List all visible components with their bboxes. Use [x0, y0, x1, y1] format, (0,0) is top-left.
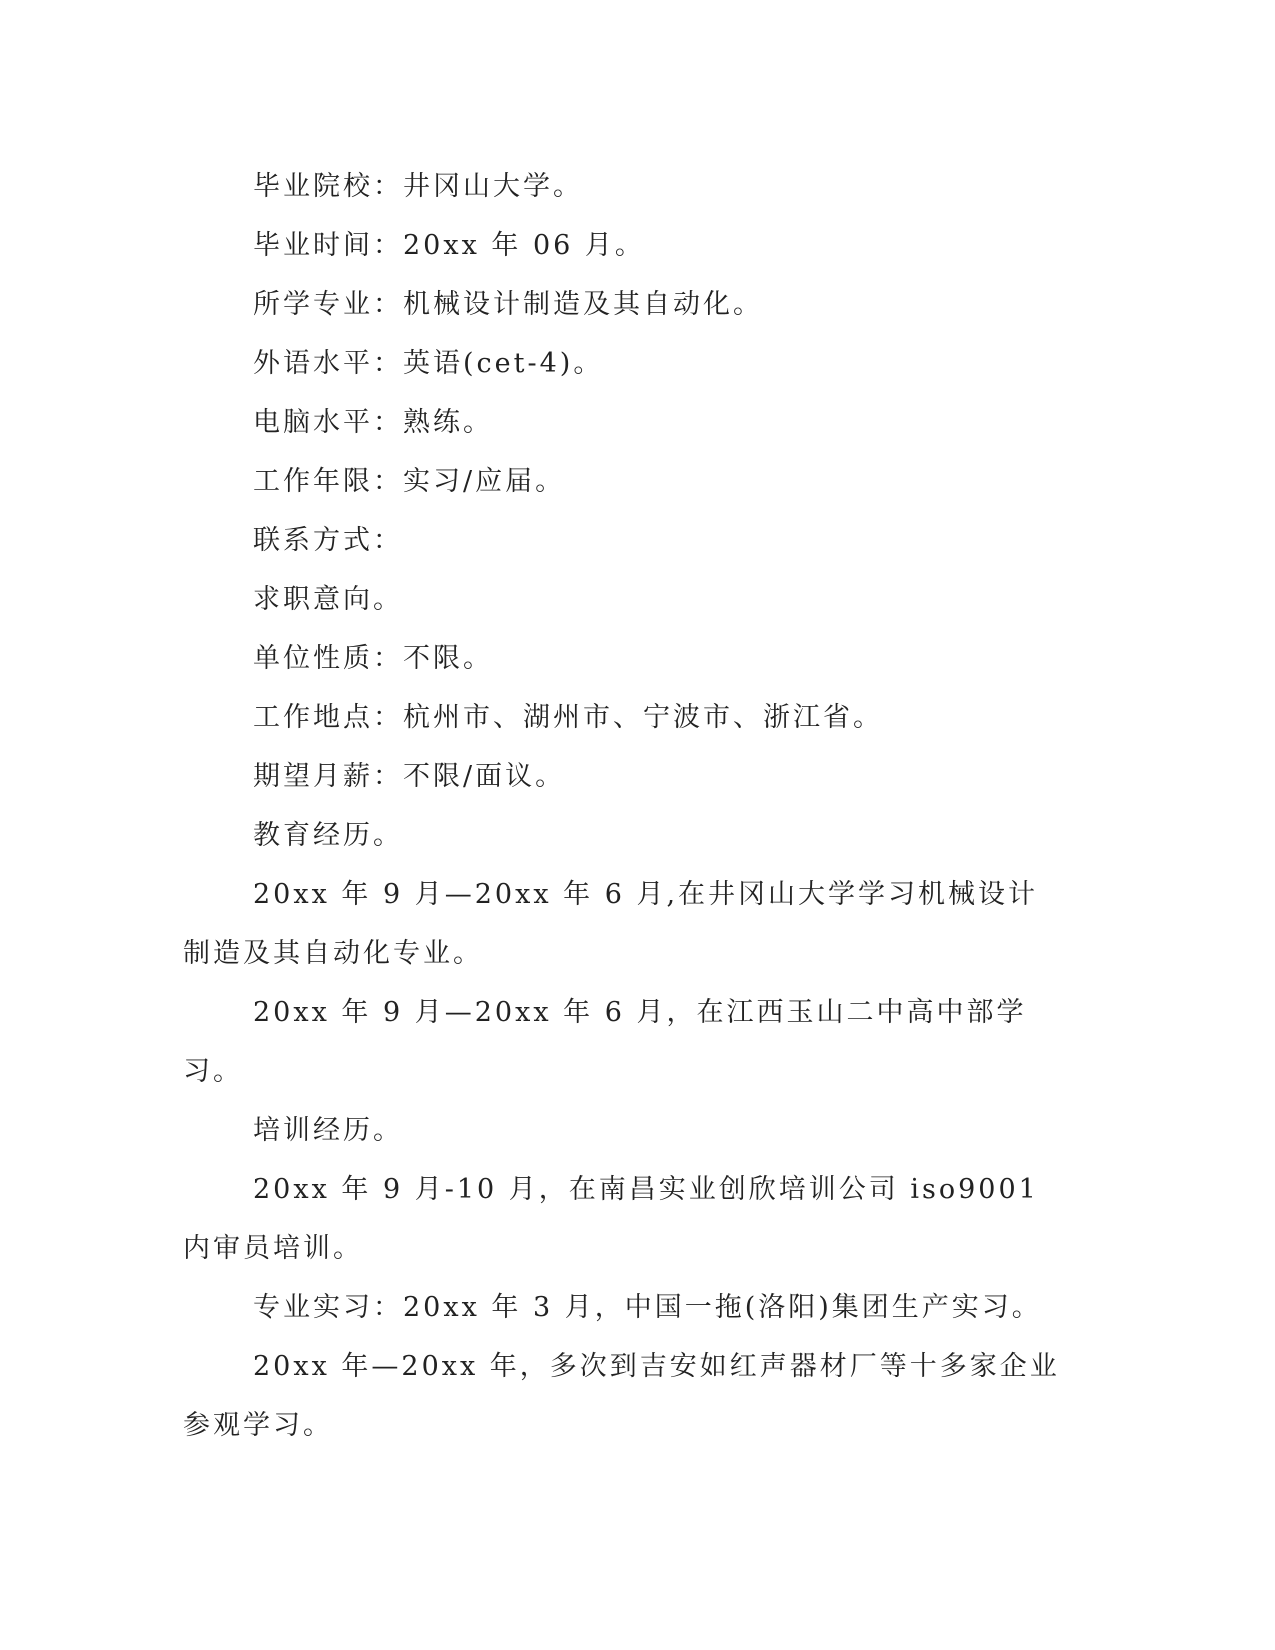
heading-training: 培训经历。 — [253, 1115, 403, 1146]
paragraph-work-years: 工作年限：实习/应届。 — [253, 466, 566, 497]
paragraph-expected-salary: 期望月薪：不限/面议。 — [253, 761, 566, 792]
document-body — [183, 157, 1063, 1455]
paragraph-computer-skill: 电脑水平：熟练。 — [253, 407, 493, 438]
paragraph-company-visits: 20xx 年—20xx 年，多次到吉安如红声器材厂等十多家企业参观学习。 — [183, 1351, 1060, 1441]
paragraph-education-university: 20xx 年 9 月—20xx 年 6 月,在井冈山大学学习机械设计制造及其自动化专业。 — [183, 879, 1039, 969]
paragraph-foreign-language: 外语水平：英语(cet-4)。 — [253, 348, 604, 379]
paragraph-education-highschool: 20xx 年 9 月—20xx 年 6 月，在江西玉山二中高中部学习。 — [183, 997, 1027, 1087]
paragraph-major: 所学专业：机械设计制造及其自动化。 — [253, 289, 763, 320]
paragraph-graduated-school: 毕业院校：井冈山大学。 — [253, 171, 583, 202]
heading-job-intention: 求职意向。 — [253, 584, 403, 615]
paragraph-training-iso: 20xx 年 9 月-10 月，在南昌实业创欣培训公司 iso9001 内审员培训。 — [183, 1174, 1039, 1264]
paragraph-graduation-time: 毕业时间：20xx 年 06 月。 — [253, 230, 645, 261]
heading-education: 教育经历。 — [253, 820, 403, 851]
paragraph-work-location: 工作地点：杭州市、湖州市、宁波市、浙江省。 — [253, 702, 883, 733]
paragraph-internship: 专业实习：20xx 年 3 月，中国一拖(洛阳)集团生产实习。 — [253, 1292, 1042, 1323]
paragraph-contact: 联系方式： — [253, 525, 403, 556]
paragraph-company-type: 单位性质：不限。 — [253, 643, 493, 674]
